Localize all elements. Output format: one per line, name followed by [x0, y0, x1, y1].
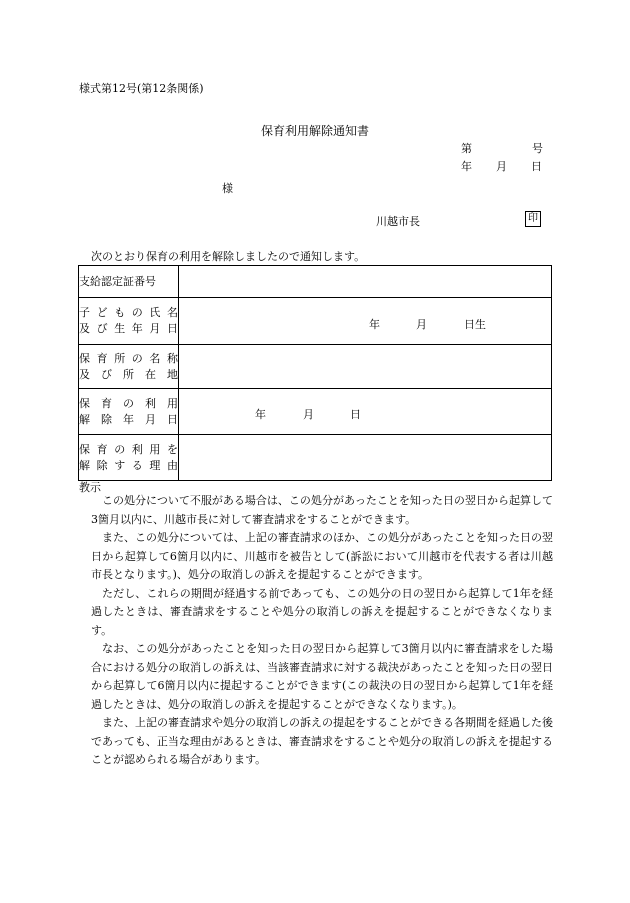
- value-certificate-number: [179, 266, 552, 298]
- document-number-suffix: 号: [532, 142, 543, 155]
- release-month-label: 月: [303, 408, 314, 421]
- recipient-suffix: 様: [222, 182, 233, 195]
- label-line: 保 育 の 利 用 を: [79, 442, 178, 456]
- release-day-label: 日: [350, 408, 361, 421]
- value-child-name-dob: [179, 298, 552, 345]
- label-facility-name-address: [79, 345, 179, 389]
- label-release-reason: [79, 435, 179, 481]
- label-line: 保 育 の 利 用: [79, 396, 178, 410]
- table-row-child: [79, 298, 552, 345]
- label-line: 及 び 生 年 月 日: [79, 322, 178, 335]
- document-title: 保育利用解除通知書: [260, 124, 369, 138]
- intro-text: 次のとおり保育の利用を解除しましたので通知します。: [91, 250, 366, 263]
- label-line: 解 除 年 月 日: [79, 412, 178, 426]
- label-line: 及 び 所 在 地: [79, 367, 178, 381]
- notice-paragraph: また、上記の審査請求や処分の取消しの訴えの提起をすることができる各期間を経過した後であっても、正当な理由があるときは、審査請求をすることや処分の取消しの訴えを提起することが認められる場合があります。: [91, 716, 553, 766]
- label-release-date: [79, 389, 179, 435]
- notice-body: [91, 492, 553, 770]
- issue-date-year: 年: [461, 160, 472, 173]
- value-release-date: [179, 389, 552, 435]
- document-number-prefix: 第: [461, 142, 472, 155]
- notice-paragraph: また、この処分については、上記の審査請求のほか、この処分があったことを知った日の翌日から起算して6箇月以内に、川越市を被告として(訴訟において川越市を代表する者は川越市長となります。)、処分の取消しの訴えを提起することができます。: [91, 531, 553, 581]
- label-line: 保 育 所 の 名 称: [79, 351, 178, 365]
- label-certificate-number: 支給認定証番号: [79, 266, 179, 298]
- table-row-release-date: [79, 389, 552, 435]
- label-line: 解 除 す る 理 由: [79, 458, 178, 472]
- notice-heading: 教示: [79, 481, 101, 494]
- table-row-reason: [79, 435, 552, 481]
- dob-day-label: 日生: [464, 318, 486, 331]
- issue-date-day: 日: [531, 160, 542, 173]
- table-row-certificate: [79, 266, 552, 298]
- value-release-reason: [179, 435, 552, 481]
- form-number: 様式第12号(第12条関係): [79, 82, 204, 95]
- details-table: [78, 265, 552, 481]
- notice-paragraph: なお、この処分があったことを知った日の翌日から起算して3箇月以内に審査請求をした場合における処分の取消しの訴えは、当該審査請求に対する裁決があったことを知った日の翌日から起算して6箇月以内に提起することができます(この裁決の日の翌日から起算して1年を経過したときは、処分の取消しの訴えを提起することができなくなります。)。: [91, 642, 553, 711]
- dob-month-label: 月: [416, 318, 427, 331]
- seal-mark: 印: [525, 211, 541, 227]
- issuer-name: 川越市長: [376, 215, 420, 228]
- label-child-name-dob: [79, 298, 179, 345]
- notice-paragraph: ただし、これらの期間が経過する前であっても、この処分の日の翌日から起算して1年を経過したときは、審査請求をすることや処分の取消しの訴えを提起することができなくなります。: [91, 586, 553, 637]
- issue-date-month: 月: [496, 160, 507, 173]
- dob-year-label: 年: [369, 318, 380, 331]
- value-facility-name-address: [179, 345, 552, 389]
- notice-paragraph: この処分について不服がある場合は、この処分があったことを知った日の翌日から起算して3箇月以内に、川越市長に対して審査請求をすることができます。: [91, 494, 553, 526]
- table-row-facility: [79, 345, 552, 389]
- release-year-label: 年: [255, 408, 266, 421]
- label-line: 子 ど も の 氏 名: [79, 306, 178, 319]
